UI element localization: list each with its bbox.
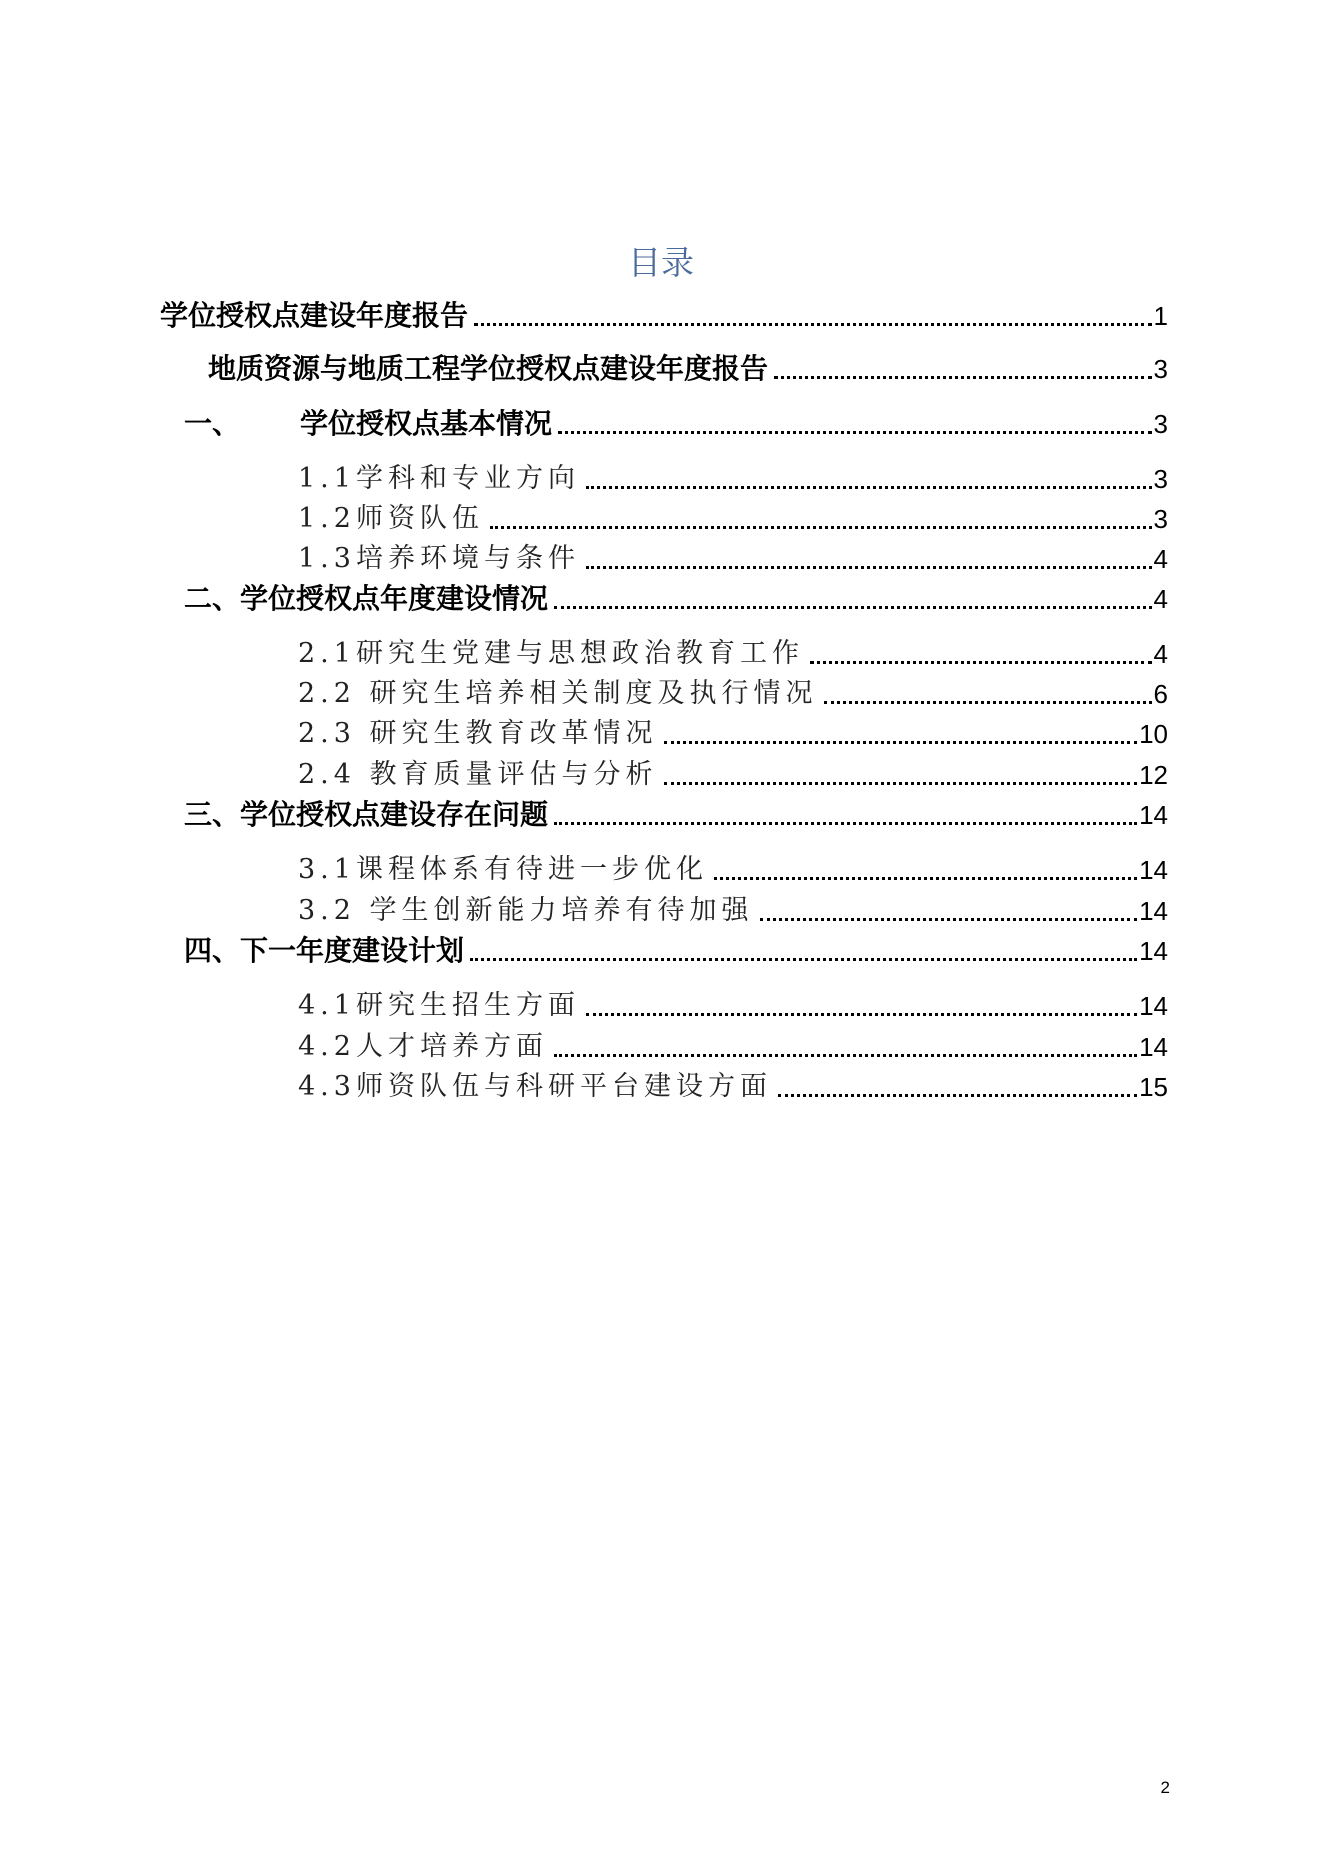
toc-page-number: 14 bbox=[1139, 1032, 1168, 1062]
toc-leader-dots bbox=[664, 716, 1138, 752]
toc-page-number: 3 bbox=[1153, 504, 1168, 534]
toc-entry[interactable] bbox=[298, 1029, 1168, 1065]
toc-leader-dots bbox=[558, 406, 1152, 442]
toc-entry-text: 2.1研究生党建与思想政治教育工作 bbox=[298, 638, 804, 669]
toc-page-number: 15 bbox=[1139, 1072, 1168, 1102]
toc-leader-dots bbox=[760, 893, 1138, 929]
toc-entry-text: 二、学位授权点年度建设情况 bbox=[184, 582, 549, 615]
toc-entry[interactable] bbox=[298, 636, 1168, 672]
toc-page-number: 14 bbox=[1139, 991, 1168, 1021]
toc-entry-text: 地质资源与地质工程学位授权点建设年度报告 bbox=[208, 352, 769, 385]
toc-page-number: 6 bbox=[1153, 679, 1168, 709]
toc-entry-text: 4.1研究生招生方面 bbox=[298, 990, 580, 1021]
toc-entry-text bbox=[184, 406, 552, 442]
toc-entry[interactable] bbox=[160, 298, 1168, 334]
toc-entry[interactable] bbox=[298, 1069, 1168, 1105]
toc-section-number: 一、 bbox=[184, 407, 241, 440]
toc-entry-text: 2.3 研究生教育改革情况 bbox=[298, 718, 658, 749]
toc-entry[interactable] bbox=[298, 852, 1168, 888]
toc-page-number: 4 bbox=[1153, 544, 1168, 574]
toc-entry-text: 学位授权点建设年度报告 bbox=[160, 299, 469, 332]
toc-title: 目录 bbox=[628, 243, 694, 282]
toc-entry-text: 4.3师资队伍与科研平台建设方面 bbox=[298, 1071, 772, 1102]
toc-leader-dots bbox=[474, 298, 1152, 334]
toc-leader-dots bbox=[554, 581, 1152, 617]
toc-page-number: 14 bbox=[1139, 800, 1168, 830]
toc-leader-dots bbox=[810, 636, 1152, 672]
toc-page-number: 14 bbox=[1139, 936, 1168, 966]
toc-entry-text: 3.1课程体系有待进一步优化 bbox=[298, 854, 708, 885]
toc-page-number: 14 bbox=[1139, 896, 1168, 926]
toc-entry[interactable] bbox=[298, 676, 1168, 712]
toc-leader-dots bbox=[490, 501, 1152, 537]
toc-entry-text: 2.4 教育质量评估与分析 bbox=[298, 759, 658, 790]
page-number: 2 bbox=[1160, 1778, 1170, 1797]
toc-leader-dots bbox=[554, 1029, 1137, 1065]
toc-entry[interactable] bbox=[184, 581, 1168, 617]
toc-leader-dots bbox=[470, 933, 1137, 969]
toc-page-number: 10 bbox=[1139, 719, 1168, 749]
toc-entry-text: 3.2 学生创新能力培养有待加强 bbox=[298, 895, 754, 926]
toc-entry[interactable] bbox=[298, 541, 1168, 577]
toc-entry-text: 1.2师资队伍 bbox=[298, 503, 484, 534]
toc-entry-text: 三、学位授权点建设存在问题 bbox=[184, 798, 549, 831]
toc-entry-text: 4.2人才培养方面 bbox=[298, 1031, 548, 1062]
toc-entry[interactable] bbox=[298, 757, 1168, 793]
toc-entry[interactable] bbox=[184, 797, 1168, 833]
toc-page-number: 4 bbox=[1153, 639, 1168, 669]
toc-entry[interactable] bbox=[298, 988, 1168, 1024]
toc-entry[interactable] bbox=[298, 501, 1168, 537]
toc-leader-dots bbox=[774, 351, 1152, 387]
toc-leader-dots bbox=[778, 1069, 1137, 1105]
toc-entry[interactable] bbox=[184, 406, 1168, 442]
toc-leader-dots bbox=[586, 461, 1152, 497]
toc-page-number: 3 bbox=[1153, 354, 1168, 384]
toc-entry-text: 四、下一年度建设计划 bbox=[184, 934, 465, 967]
toc-section-title: 学位授权点基本情况 bbox=[300, 407, 553, 440]
toc-page-number: 3 bbox=[1153, 464, 1168, 494]
toc-page-number: 3 bbox=[1153, 409, 1168, 439]
toc-entry[interactable] bbox=[298, 461, 1168, 497]
toc-entry[interactable] bbox=[298, 893, 1168, 929]
toc-page-number: 4 bbox=[1153, 584, 1168, 614]
toc-entry-text: 1.3培养环境与条件 bbox=[298, 543, 580, 574]
toc-entry[interactable] bbox=[184, 933, 1168, 969]
toc-leader-dots bbox=[586, 541, 1152, 577]
toc-leader-dots bbox=[664, 757, 1138, 793]
toc-page-number: 1 bbox=[1153, 301, 1168, 331]
toc-leader-dots bbox=[554, 797, 1137, 833]
toc-entry[interactable] bbox=[208, 351, 1168, 387]
toc-leader-dots bbox=[824, 676, 1152, 712]
toc-leader-dots bbox=[586, 988, 1137, 1024]
toc-page-number: 12 bbox=[1139, 760, 1168, 790]
toc-entry[interactable] bbox=[298, 716, 1168, 752]
toc-page-number: 14 bbox=[1139, 855, 1168, 885]
toc-entry-text: 1.1学科和专业方向 bbox=[298, 463, 580, 494]
toc-leader-dots bbox=[714, 852, 1137, 888]
toc-entry-text: 2.2 研究生培养相关制度及执行情况 bbox=[298, 678, 818, 709]
